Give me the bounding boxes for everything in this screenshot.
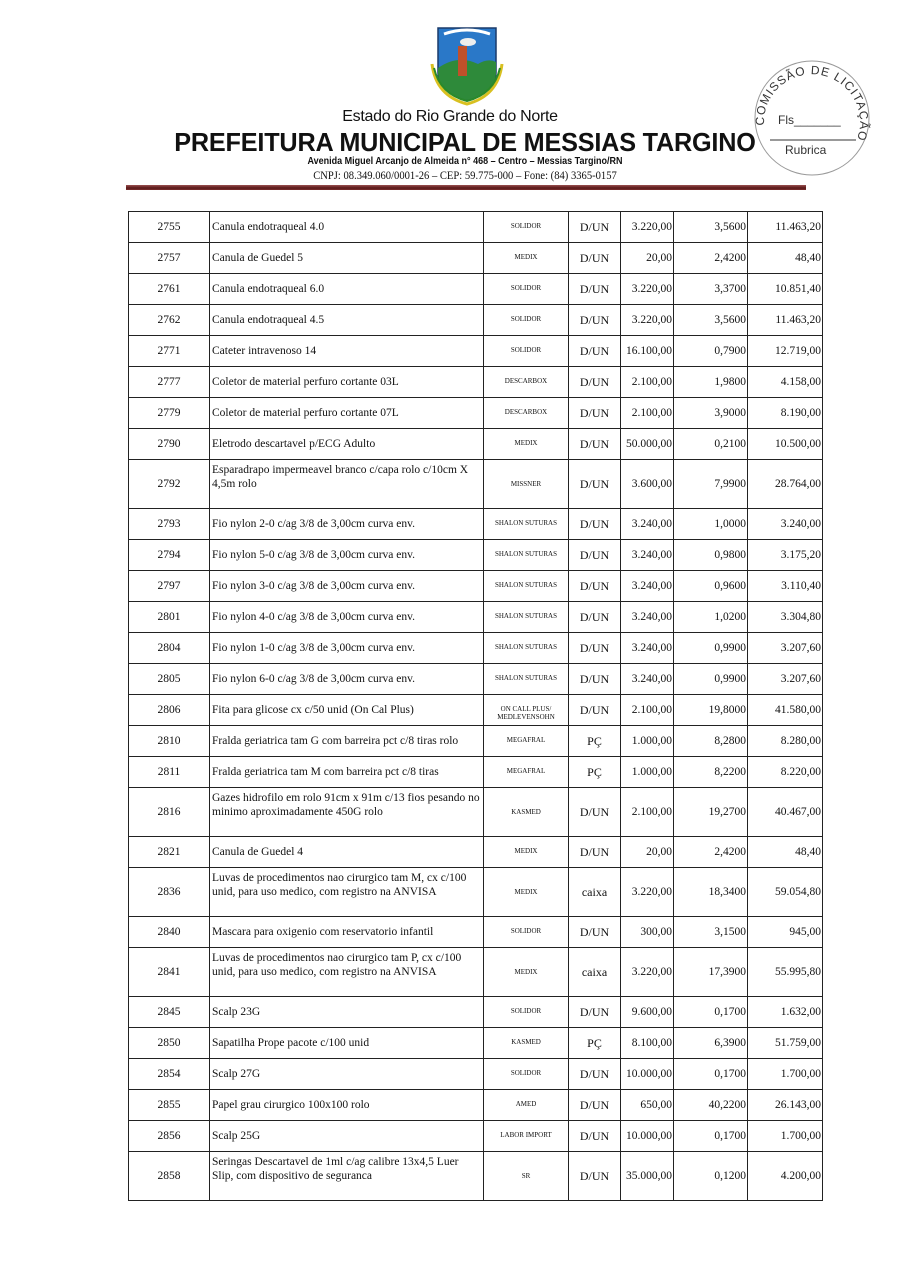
item-code: 2858	[129, 1152, 210, 1201]
item-total: 11.463,20	[748, 212, 823, 243]
item-unit: D/UN	[569, 664, 621, 695]
item-unit-price: 8,2800	[674, 726, 748, 757]
svg-text:Fls_______: Fls_______	[778, 113, 841, 127]
item-brand: SOLIDOR	[484, 274, 569, 305]
item-brand: SOLIDOR	[484, 212, 569, 243]
item-unit: D/UN	[569, 212, 621, 243]
item-description: Canula de Guedel 4	[210, 837, 484, 868]
item-brand: SOLIDOR	[484, 917, 569, 948]
table-row	[129, 1090, 823, 1121]
item-code: 2855	[129, 1090, 210, 1121]
item-code: 2811	[129, 757, 210, 788]
item-unit-price: 0,9900	[674, 633, 748, 664]
item-quantity: 3.220,00	[621, 868, 674, 917]
table-row	[129, 948, 823, 997]
table-row	[129, 602, 823, 633]
item-description: Sapatilha Prope pacote c/100 unid	[210, 1028, 484, 1059]
svg-text:COMISSÃO DE LICITAÇÃO: COMISSÃO DE LICITAÇÃO	[752, 63, 872, 143]
item-quantity: 10.000,00	[621, 1121, 674, 1152]
item-quantity: 3.240,00	[621, 540, 674, 571]
table-row	[129, 757, 823, 788]
item-description: Gazes hidrofilo em rolo 91cm x 91m c/13 fios pesando no minimo aproximadamente 450G rolo	[210, 788, 484, 837]
item-quantity: 3.240,00	[621, 633, 674, 664]
item-unit-price: 0,1700	[674, 1059, 748, 1090]
item-unit: caixa	[569, 868, 621, 917]
item-unit-price: 1,0200	[674, 602, 748, 633]
item-unit: D/UN	[569, 305, 621, 336]
item-total: 3.110,40	[748, 571, 823, 602]
item-code: 2794	[129, 540, 210, 571]
item-unit-price: 2,4200	[674, 837, 748, 868]
item-unit: D/UN	[569, 837, 621, 868]
table-row	[129, 460, 823, 509]
item-description: Papel grau cirurgico 100x100 rolo	[210, 1090, 484, 1121]
item-quantity: 2.100,00	[621, 788, 674, 837]
item-quantity: 3.240,00	[621, 602, 674, 633]
item-unit: D/UN	[569, 540, 621, 571]
item-brand: SOLIDOR	[484, 997, 569, 1028]
item-quantity: 1.000,00	[621, 757, 674, 788]
item-unit-price: 0,1200	[674, 1152, 748, 1201]
table-row	[129, 509, 823, 540]
item-unit: D/UN	[569, 509, 621, 540]
item-brand: DESCARBOX	[484, 367, 569, 398]
item-brand: MEDIX	[484, 948, 569, 997]
item-total: 1.700,00	[748, 1121, 823, 1152]
item-description: Canula endotraqueal 6.0	[210, 274, 484, 305]
item-code: 2850	[129, 1028, 210, 1059]
item-quantity: 35.000,00	[621, 1152, 674, 1201]
item-unit-price: 3,5600	[674, 212, 748, 243]
item-unit-price: 3,1500	[674, 917, 748, 948]
item-total: 11.463,20	[748, 305, 823, 336]
item-brand: SHALON SUTURAS	[484, 571, 569, 602]
item-total: 10.851,40	[748, 274, 823, 305]
item-code: 2757	[129, 243, 210, 274]
item-total: 3.207,60	[748, 633, 823, 664]
item-code: 2777	[129, 367, 210, 398]
item-code: 2810	[129, 726, 210, 757]
item-unit: D/UN	[569, 336, 621, 367]
item-code: 2854	[129, 1059, 210, 1090]
item-description: Scalp 23G	[210, 997, 484, 1028]
item-unit-price: 3,9000	[674, 398, 748, 429]
item-unit: D/UN	[569, 398, 621, 429]
item-total: 3.175,20	[748, 540, 823, 571]
item-code: 2805	[129, 664, 210, 695]
item-description: Fio nylon 3-0 c/ag 3/8 de 3,00cm curva env.	[210, 571, 484, 602]
item-brand: MEGAFRAL	[484, 726, 569, 757]
item-unit-price: 0,1700	[674, 1121, 748, 1152]
item-unit: PÇ	[569, 726, 621, 757]
item-code: 2779	[129, 398, 210, 429]
item-code: 2816	[129, 788, 210, 837]
item-total: 41.580,00	[748, 695, 823, 726]
item-unit: caixa	[569, 948, 621, 997]
item-code: 2806	[129, 695, 210, 726]
item-unit-price: 8,2200	[674, 757, 748, 788]
item-description: Fralda geriatrica tam G com barreira pct c/8 tiras rolo	[210, 726, 484, 757]
item-quantity: 3.220,00	[621, 274, 674, 305]
item-total: 8.220,00	[748, 757, 823, 788]
item-brand: MEDIX	[484, 868, 569, 917]
item-total: 48,40	[748, 837, 823, 868]
item-quantity: 300,00	[621, 917, 674, 948]
item-quantity: 650,00	[621, 1090, 674, 1121]
item-description: Fio nylon 1-0 c/ag 3/8 de 3,00cm curva env.	[210, 633, 484, 664]
item-total: 3.304,80	[748, 602, 823, 633]
item-quantity: 2.100,00	[621, 367, 674, 398]
item-total: 28.764,00	[748, 460, 823, 509]
page-title: PREFEITURA MUNICIPAL DE MESSIAS TARGINO	[174, 127, 756, 157]
item-unit: D/UN	[569, 997, 621, 1028]
item-description: Luvas de procedimentos nao cirurgico tam M, cx c/100 unid, para uso medico, com registro na ANVISA	[210, 868, 484, 917]
item-unit-price: 17,3900	[674, 948, 748, 997]
item-unit-price: 3,3700	[674, 274, 748, 305]
item-unit: D/UN	[569, 788, 621, 837]
item-brand: LABOR IMPORT	[484, 1121, 569, 1152]
item-total: 51.759,00	[748, 1028, 823, 1059]
item-unit: D/UN	[569, 460, 621, 509]
item-total: 26.143,00	[748, 1090, 823, 1121]
table-row	[129, 571, 823, 602]
municipal-coat-of-arms-logo	[428, 24, 506, 106]
item-unit: PÇ	[569, 1028, 621, 1059]
item-unit-price: 1,9800	[674, 367, 748, 398]
item-code: 2856	[129, 1121, 210, 1152]
item-unit-price: 0,9800	[674, 540, 748, 571]
item-code: 2790	[129, 429, 210, 460]
item-brand: MEDIX	[484, 837, 569, 868]
item-unit-price: 2,4200	[674, 243, 748, 274]
item-unit: D/UN	[569, 602, 621, 633]
item-unit: D/UN	[569, 571, 621, 602]
item-unit-price: 19,2700	[674, 788, 748, 837]
item-total: 1.700,00	[748, 1059, 823, 1090]
item-description: Fio nylon 2-0 c/ag 3/8 de 3,00cm curva env.	[210, 509, 484, 540]
item-code: 2801	[129, 602, 210, 633]
item-unit: D/UN	[569, 633, 621, 664]
item-brand: SHALON SUTURAS	[484, 602, 569, 633]
table-row	[129, 336, 823, 367]
table-row	[129, 274, 823, 305]
item-description: Seringas Descartavel de 1ml c/ag calibre 13x4,5 Luer Slip, com dispositivo de seguranca	[210, 1152, 484, 1201]
item-brand: SHALON SUTURAS	[484, 509, 569, 540]
table-row	[129, 633, 823, 664]
item-brand: ON CALL PLUS/ MEDLEVENSOHN	[484, 695, 569, 726]
item-total: 4.158,00	[748, 367, 823, 398]
table-row	[129, 695, 823, 726]
item-total: 8.190,00	[748, 398, 823, 429]
item-quantity: 3.240,00	[621, 571, 674, 602]
table-row	[129, 917, 823, 948]
item-quantity: 3.240,00	[621, 509, 674, 540]
item-description: Luvas de procedimentos nao cirurgico tam P, cx c/100 unid, para uso medico, com registro na ANVISA	[210, 948, 484, 997]
item-description: Canula endotraqueal 4.5	[210, 305, 484, 336]
table-row	[129, 1059, 823, 1090]
item-code: 2797	[129, 571, 210, 602]
item-code: 2762	[129, 305, 210, 336]
item-code: 2821	[129, 837, 210, 868]
item-total: 8.280,00	[748, 726, 823, 757]
contact-line: CNPJ: 08.349.060/0001-26 – CEP: 59.775-000 – Fone: (84) 3365-0157	[313, 170, 617, 182]
item-unit-price: 18,3400	[674, 868, 748, 917]
item-quantity: 2.100,00	[621, 398, 674, 429]
table-row	[129, 429, 823, 460]
table-row	[129, 1028, 823, 1059]
item-total: 4.200,00	[748, 1152, 823, 1201]
table-row	[129, 1152, 823, 1201]
items-table	[128, 211, 823, 1201]
item-brand: MEGAFRAL	[484, 757, 569, 788]
item-description: Canula de Guedel 5	[210, 243, 484, 274]
item-unit-price: 6,3900	[674, 1028, 748, 1059]
table-row	[129, 212, 823, 243]
item-quantity: 3.600,00	[621, 460, 674, 509]
table-row	[129, 726, 823, 757]
item-brand: SHALON SUTURAS	[484, 540, 569, 571]
item-brand: SOLIDOR	[484, 1059, 569, 1090]
item-unit-price: 40,2200	[674, 1090, 748, 1121]
item-unit: D/UN	[569, 243, 621, 274]
item-quantity: 8.100,00	[621, 1028, 674, 1059]
item-quantity: 3.220,00	[621, 948, 674, 997]
item-total: 3.207,60	[748, 664, 823, 695]
item-description: Cateter intravenoso 14	[210, 336, 484, 367]
item-unit: D/UN	[569, 695, 621, 726]
item-quantity: 1.000,00	[621, 726, 674, 757]
item-unit-price: 19,8000	[674, 695, 748, 726]
item-description: Fio nylon 4-0 c/ag 3/8 de 3,00cm curva env.	[210, 602, 484, 633]
table-row	[129, 305, 823, 336]
item-code: 2836	[129, 868, 210, 917]
item-unit-price: 0,9600	[674, 571, 748, 602]
table-row	[129, 837, 823, 868]
item-brand: MEDIX	[484, 429, 569, 460]
address-line: Avenida Miguel Arcanjo de Almeida n° 468 – Centro – Messias Targino/RN	[307, 156, 623, 167]
item-description: Coletor de material perfuro cortante 03L	[210, 367, 484, 398]
item-brand: SR	[484, 1152, 569, 1201]
item-unit: D/UN	[569, 429, 621, 460]
item-description: Fio nylon 5-0 c/ag 3/8 de 3,00cm curva env.	[210, 540, 484, 571]
item-code: 2792	[129, 460, 210, 509]
item-code: 2793	[129, 509, 210, 540]
state-name: Estado do Rio Grande do Norte	[342, 108, 558, 125]
item-description: Scalp 27G	[210, 1059, 484, 1090]
item-unit: D/UN	[569, 1152, 621, 1201]
item-brand: SOLIDOR	[484, 305, 569, 336]
item-quantity: 9.600,00	[621, 997, 674, 1028]
item-unit: D/UN	[569, 1059, 621, 1090]
table-row	[129, 243, 823, 274]
item-description: Eletrodo descartavel p/ECG Adulto	[210, 429, 484, 460]
item-unit-price: 0,2100	[674, 429, 748, 460]
item-unit: D/UN	[569, 917, 621, 948]
item-brand: MISSNER	[484, 460, 569, 509]
item-total: 1.632,00	[748, 997, 823, 1028]
item-brand: KASMED	[484, 788, 569, 837]
item-code: 2804	[129, 633, 210, 664]
table-row	[129, 997, 823, 1028]
item-quantity: 20,00	[621, 243, 674, 274]
item-brand: SOLIDOR	[484, 336, 569, 367]
header-divider	[126, 185, 806, 190]
item-description: Fio nylon 6-0 c/ag 3/8 de 3,00cm curva env.	[210, 664, 484, 695]
item-description: Mascara para oxigenio com reservatorio infantil	[210, 917, 484, 948]
item-quantity: 10.000,00	[621, 1059, 674, 1090]
table-row	[129, 664, 823, 695]
item-unit: D/UN	[569, 367, 621, 398]
item-quantity: 16.100,00	[621, 336, 674, 367]
item-code: 2841	[129, 948, 210, 997]
item-brand: DESCARBOX	[484, 398, 569, 429]
item-quantity: 3.220,00	[621, 305, 674, 336]
item-brand: MEDIX	[484, 243, 569, 274]
item-quantity: 2.100,00	[621, 695, 674, 726]
item-unit: PÇ	[569, 757, 621, 788]
item-quantity: 50.000,00	[621, 429, 674, 460]
table-row	[129, 788, 823, 837]
item-total: 3.240,00	[748, 509, 823, 540]
item-description: Coletor de material perfuro cortante 07L	[210, 398, 484, 429]
item-quantity: 3.240,00	[621, 664, 674, 695]
item-unit-price: 0,1700	[674, 997, 748, 1028]
item-total: 10.500,00	[748, 429, 823, 460]
item-quantity: 20,00	[621, 837, 674, 868]
item-unit-price: 0,9900	[674, 664, 748, 695]
item-brand: SHALON SUTURAS	[484, 633, 569, 664]
item-code: 2755	[129, 212, 210, 243]
item-brand: SHALON SUTURAS	[484, 664, 569, 695]
item-description: Fita para glicose cx c/50 unid (On Cal Plus)	[210, 695, 484, 726]
svg-text:Rubrica: Rubrica	[785, 143, 827, 157]
item-total: 945,00	[748, 917, 823, 948]
item-brand: AMED	[484, 1090, 569, 1121]
table-row	[129, 367, 823, 398]
item-unit-price: 0,7900	[674, 336, 748, 367]
table-row	[129, 1121, 823, 1152]
item-code: 2771	[129, 336, 210, 367]
item-unit: D/UN	[569, 1090, 621, 1121]
item-code: 2761	[129, 274, 210, 305]
item-unit-price: 3,5600	[674, 305, 748, 336]
table-row	[129, 868, 823, 917]
item-description: Esparadrapo impermeavel branco c/capa rolo c/10cm X 4,5m rolo	[210, 460, 484, 509]
item-total: 12.719,00	[748, 336, 823, 367]
item-total: 40.467,00	[748, 788, 823, 837]
item-code: 2845	[129, 997, 210, 1028]
item-total: 48,40	[748, 243, 823, 274]
licitacao-commission-stamp	[752, 58, 872, 178]
item-unit: D/UN	[569, 274, 621, 305]
item-unit-price: 7,9900	[674, 460, 748, 509]
item-code: 2840	[129, 917, 210, 948]
item-description: Canula endotraqueal 4.0	[210, 212, 484, 243]
item-description: Scalp 25G	[210, 1121, 484, 1152]
item-brand: KASMED	[484, 1028, 569, 1059]
item-total: 59.054,80	[748, 868, 823, 917]
table-row	[129, 540, 823, 571]
item-unit-price: 1,0000	[674, 509, 748, 540]
item-total: 55.995,80	[748, 948, 823, 997]
item-quantity: 3.220,00	[621, 212, 674, 243]
item-description: Fralda geriatrica tam M com barreira pct c/8 tiras	[210, 757, 484, 788]
item-unit: D/UN	[569, 1121, 621, 1152]
table-row	[129, 398, 823, 429]
